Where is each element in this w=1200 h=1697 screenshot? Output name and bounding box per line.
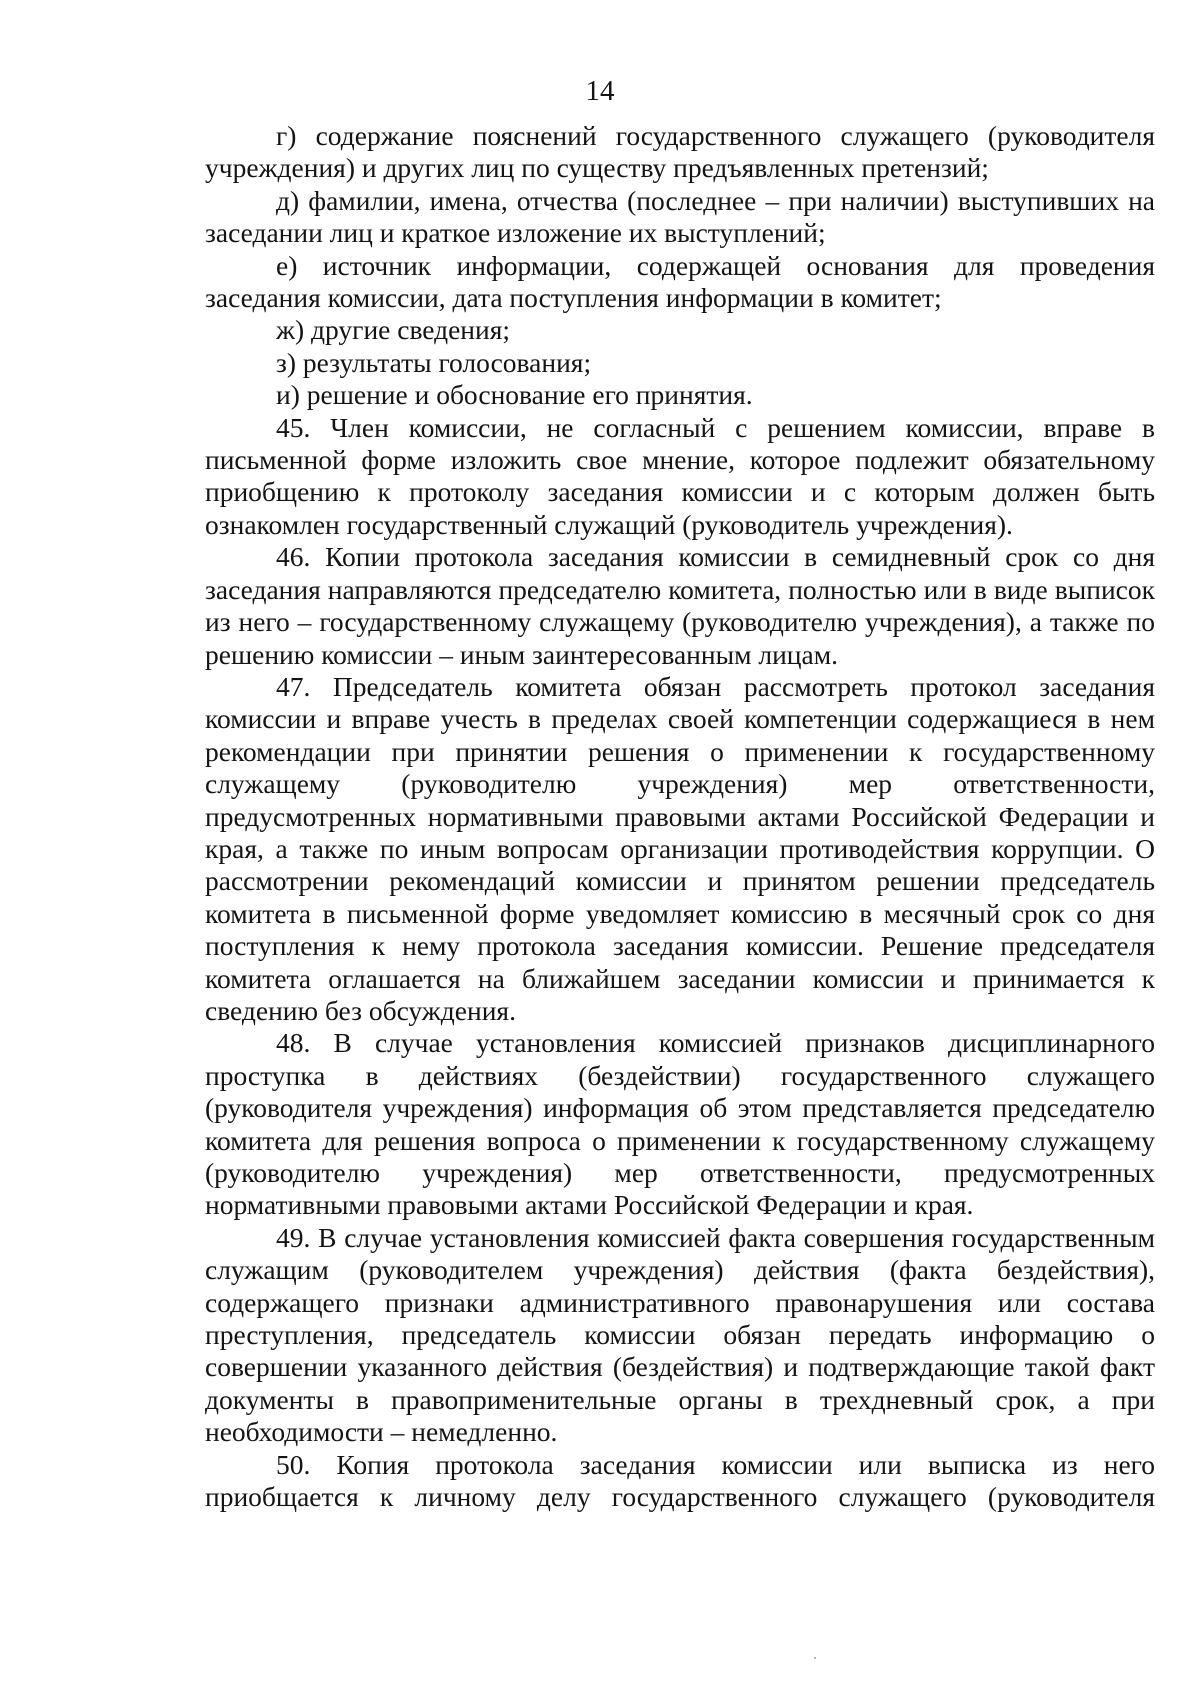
clause-46: 46. Копии протокола заседания комиссии в семидневный срок со дня заседания направляются председателю комитета, полностью или в виде выписок из него – государственному служащему (руководителю учреждения), а также по решению комиссии – иным заинтересованным лицам. [205,541,1155,670]
document-body [205,120,1155,1513]
item-zh-other-info: ж) другие сведения; [276,314,511,346]
clause-47: 47. Председатель комитета обязан рассмотреть протокол заседания комиссии и вправе учесть в пределах своей компетенции содержащиеся в нем рекомендации при принятии решения о применении к государственному служащему (руководителю учреждения) мер ответственности, предусмотренных нормативными правовыми актами Российской Федерации и края, а также по иным вопросам организации противодействия коррупции. О рассмотрении рекомендаций комиссии и принятом решении председатель комитета в письменной форме уведомляет комиссию в месячный срок со дня поступления к нему протокола заседания комиссии. Решение председателя комитета оглашается на ближайшем заседании комиссии и принимается к сведению без обсуждения. [205,670,1155,1026]
clause-45: 45. Член комиссии, не согласный с решением комиссии, вправе в письменной форме изложить свое мнение, которое подлежит обязательному приобщению к протоколу заседания комиссии и с которым должен быть ознакомлен государственный служащий (руководитель учреждения). [205,411,1155,540]
item-g-explanations: г) содержание пояснений государственного служащего (руководителя учреждения) и других лиц по существу предъявленных претензий; [205,120,1155,184]
clause-50: 50. Копия протокола заседания комиссии или выписка из него приобщается к личному делу государственного служащего (руководителя [205,1448,1155,1513]
item-i-decision: и) решение и обоснование его принятия. [276,379,753,411]
clause-49: 49. В случае установления комиссией факта совершения государственным служащим (руководителем учреждения) действия (факта бездействия), содержащего признаки административного правонарушения или состава преступления, председатель комиссии обязан передать информацию о совершении указанного действия (бездействия) и подтверждающие такой факт документы в правоприменительные органы в трехдневный срок, а при необходимости – немедленно. [205,1221,1155,1448]
page-number: 14 [585,75,615,107]
item-d-speakers: д) фамилии, имена, отчества (последнее – при наличии) выступивших на заседании лиц и краткое изложение их выступлений; [205,184,1155,249]
item-e-information-source: е) источник информации, содержащей основания для проведения заседания комиссии, дата поступления информации в комитет; [205,249,1155,314]
scan-speck [814,1657,816,1659]
item-z-voting-results: з) результаты голосования; [276,346,592,378]
clause-48: 48. В случае установления комиссией признаков дисциплинарного проступка в действиях (бездействии) государственного служащего (руководителя учреждения) информация об этом представляется председателю комитета для решения вопроса о применении к государственному служащему (руководителю учреждения) мер ответственности, предусмотренных нормативными правовыми актами Российской Федерации и края. [205,1027,1155,1221]
